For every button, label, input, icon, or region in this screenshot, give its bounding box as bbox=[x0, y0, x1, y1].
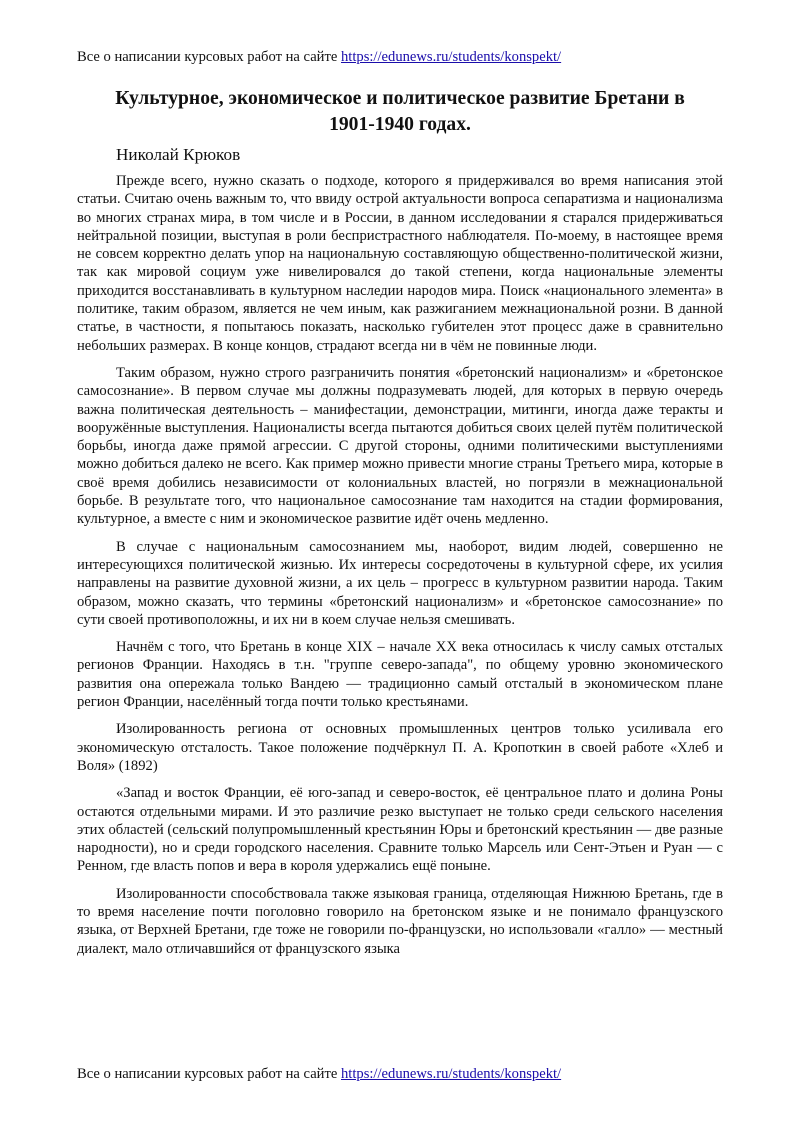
paragraph: Прежде всего, нужно сказать о подходе, которого я придерживался во время написания этой статьи. Считаю очень важным то, что ввиду острой актуальности вопроса сепаратизма и национализма во многих странах мира, в том числе и в России, в данном исследовании я старался придерживаться нейтральной позиции, выступая в роли беспристрастного наблюдателя. По-моему, в настоящее время не совсем корректно делать упор на национальную составляющую общественно-политической жизни, так как мировой социум уже нивелировался до такой степени, когда национальные элементы приходится восстанавливать в культурном наследии народов мира. Поиск «национального элемента» в политике, таким образом, является не чем иным, как разжиганием межнациональной розни. В данной статье, в частности, я попытаюсь показать, насколько губителен этот процесс даже в сравнительно небольших размерах. В конце концов, страдают всегда ни в чём не повинные люди. bbox=[77, 173, 723, 354]
paragraph: Изолированность региона от основных промышленных центров только усиливала его экономическую отсталость. Такое положение подчёркнул П. А. Кропоткин в своей работе «Хлеб и Воля» (1892) bbox=[77, 721, 723, 774]
paragraph: Начнём с того, что Бретань в конце XIX – начале XX века относилась к числу самых отсталых регионов Франции. Находясь в т.н. "группе северо-запада", по общему уровню экономического развития она опережала только Вандею — традиционно самый отсталый в экономическом плане регион Франции, населённый тогда почти только крестьянами. bbox=[77, 639, 723, 711]
title-line-1: Культурное, экономическое и политическое развитие Бретани в bbox=[115, 88, 685, 109]
paragraph: Изолированности способствовала также языковая граница, отделяющая Нижнюю Бретань, где в то время население почти поголовно говорило на бретонском языке и не понимало французского языка, от Верхней Бретани, где тоже не говорили по-французски, но использовали «галло» — местный диалект, мало отличавшийся от французского языка bbox=[77, 885, 723, 957]
header-text: Все о написании курсовых работ на сайте bbox=[77, 49, 338, 65]
title-line-2: 1901-1940 годах. bbox=[329, 114, 471, 135]
paragraph: «Запад и восток Франции, её юго-запад и северо-восток, её центральное плато и долина Роны остаются отдельными мирами. И это различие резко выступает не только среди сельского населения этих областей (сельский полупромышленный крестьянин Юры и бретонский крестьянин — две разные народности), но и среди городского населения. Сравните только Марсель или Сент-Этьен и Руан — с Ренном, где власть попов и вера в короля удержались ещё поныне. bbox=[77, 785, 723, 875]
paragraph: Таким образом, нужно строго разграничить понятия «бретонский национализм» и «бретонское самосознание». В первом случае мы должны подразумевать людей, для которых в первую очередь важна политическая деятельность – манифестации, демонстрации, митинги, иногда даже теракты и вооружённые выступления. Националисты всегда пытаются добиться своих целей путём политической борьбы, иногда даже прямой агрессии. С другой стороны, одними политическими выступлениями можно добиться далеко не всего. Как пример можно привести многие страны Третьего мира, которые в своё время добились независимости от колониальных властей, но погрязли в межнациональной борьбе. В результате того, что национальное самосознание там находится на стадии формирования, культурное, а вместе с ним и экономическое развитие идёт очень медленно. bbox=[77, 364, 723, 528]
footer-link[interactable]: https://edunews.ru/students/konspekt/ bbox=[341, 1066, 562, 1082]
footer-text: Все о написании курсовых работ на сайте bbox=[77, 1066, 338, 1082]
article-body bbox=[77, 172, 723, 958]
page-footer bbox=[77, 1065, 561, 1083]
page-header bbox=[77, 48, 561, 66]
header-link[interactable]: https://edunews.ru/students/konspekt/ bbox=[341, 49, 562, 65]
author-name: Николай Крюков bbox=[116, 145, 241, 164]
paragraph: В случае с национальным самосознанием мы, наоборот, видим людей, совершенно не интересующихся политической жизнью. Их интересы сосредоточены в культурной сфере, их усилия направлены на развитие духовной жизни, а их цель – прогресс в культурном развитии народа. Таким образом, можно сказать, что термины «бретонский национализм» и «бретонское самосознание» по сути своей противоположны, и их ни в коем случае нельзя смешивать. bbox=[77, 538, 723, 628]
article-title bbox=[77, 86, 723, 138]
